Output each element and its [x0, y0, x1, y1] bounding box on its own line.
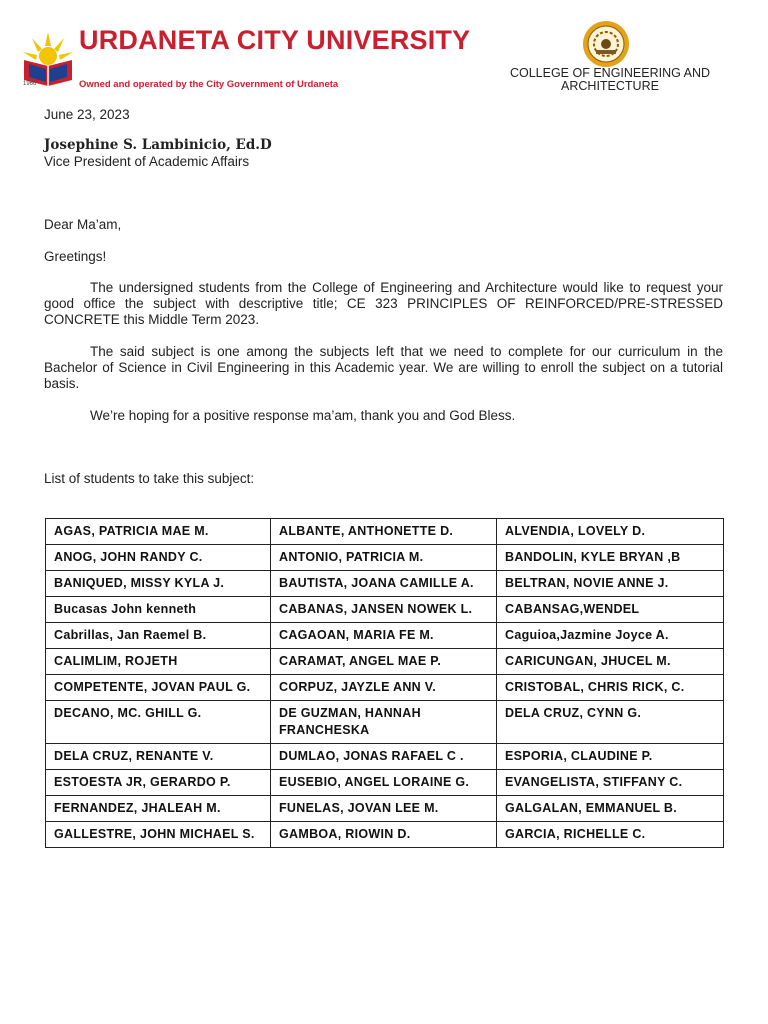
student-cell: CAGAOAN, MARIA FE M.	[271, 623, 497, 649]
university-name	[79, 25, 471, 55]
student-cell: EVANGELISTA, STIFFANY C.	[497, 770, 724, 796]
founded-year: 1966	[23, 81, 37, 87]
student-cell: DELA CRUZ, RENANTE V.	[46, 744, 271, 770]
table-row	[46, 675, 724, 701]
table-row	[46, 649, 724, 675]
paragraph-reason: The said subject is one among the subjects left that we need to complete for our curriculum in the Bachelor of Science in Civil Engineering in this Academic year. We are willing to enroll the subject on a tutorial basis.	[44, 344, 723, 391]
student-cell: DECANO, MC. GHILL G.	[46, 701, 271, 744]
student-cell: Cabrillas, Jan Raemel B.	[46, 623, 271, 649]
paragraph-closing: We’re hoping for a positive response ma’am, thank you and God Bless.	[90, 408, 516, 423]
student-cell: BANDOLIN, KYLE BRYAN ,B	[497, 545, 724, 571]
student-cell: Caguioa,Jazmine Joyce A.	[497, 623, 724, 649]
student-cell: BELTRAN, NOVIE ANNE J.	[497, 571, 724, 597]
student-cell: BAUTISTA, JOANA CAMILLE A.	[271, 571, 497, 597]
student-cell: COMPETENTE, JOVAN PAUL G.	[46, 675, 271, 701]
student-cell: ESTOESTA JR, GERARDO P.	[46, 770, 271, 796]
greeting: Greetings!	[44, 249, 107, 264]
student-cell: ESPORIA, CLAUDINE P.	[497, 744, 724, 770]
table-row	[46, 623, 724, 649]
student-cell: ANOG, JOHN RANDY C.	[46, 545, 271, 571]
student-cell: FERNANDEZ, JHALEAH M.	[46, 796, 271, 822]
student-cell: GARCIA, RICHELLE C.	[497, 822, 724, 848]
table-row	[46, 519, 724, 545]
student-cell: CABANAS, JANSEN NOWEK L.	[271, 597, 497, 623]
student-cell: FUNELAS, JOVAN LEE M.	[271, 796, 497, 822]
student-cell: ALVENDIA, LOVELY D.	[497, 519, 724, 545]
table-row	[46, 744, 724, 770]
student-cell: ALBANTE, ANTHONETTE D.	[271, 519, 497, 545]
student-cell: AGAS, PATRICIA MAE M.	[46, 519, 271, 545]
student-cell: Bucasas John kenneth	[46, 597, 271, 623]
recipient-name: Josephine S. Lambinicio, Ed.D	[44, 137, 272, 153]
table-row	[46, 822, 724, 848]
student-cell: CARICUNGAN, JHUCEL M.	[497, 649, 724, 675]
university-tagline: Owned and operated by the City Government of Urdaneta	[79, 79, 339, 90]
student-cell: CABANSAG,WENDEL	[497, 597, 724, 623]
university-name-text: URDANETA CITY UNIVERSITY	[79, 25, 471, 55]
student-cell: DE GUZMAN, HANNAH FRANCHESKA	[271, 701, 497, 744]
table-row	[46, 571, 724, 597]
table-row	[46, 597, 724, 623]
student-cell: ANTONIO, PATRICIA M.	[271, 545, 497, 571]
student-cell: CORPUZ, JAYZLE ANN V.	[271, 675, 497, 701]
student-cell: DUMLAO, JONAS RAFAEL C .	[271, 744, 497, 770]
university-emblem-icon	[20, 30, 76, 88]
student-cell: GALGALAN, EMMANUEL B.	[497, 796, 724, 822]
college-name: COLLEGE OF ENGINEERING AND ARCHITECTURE	[509, 66, 711, 93]
student-cell: DELA CRUZ, CYNN G.	[497, 701, 724, 744]
salutation: Dear Ma’am,	[44, 217, 122, 232]
student-table	[45, 518, 724, 848]
student-cell: GAMBOA, RIOWIN D.	[271, 822, 497, 848]
student-cell: CALIMLIM, ROJETH	[46, 649, 271, 675]
table-row	[46, 701, 724, 744]
letter-date: June 23, 2023	[44, 107, 130, 122]
table-row	[46, 545, 724, 571]
student-cell: CRISTOBAL, CHRIS RICK, C.	[497, 675, 724, 701]
table-row	[46, 770, 724, 796]
student-cell: EUSEBIO, ANGEL LORAINE G.	[271, 770, 497, 796]
recipient-position: Vice President of Academic Affairs	[44, 154, 250, 169]
table-row	[46, 796, 724, 822]
university-logo	[20, 25, 471, 90]
student-cell: BANIQUED, MISSY KYLA J.	[46, 571, 271, 597]
student-cell: CARAMAT, ANGEL MAE P.	[271, 649, 497, 675]
college-seal-icon	[580, 20, 632, 68]
paragraph-request: The undersigned students from the College of Engineering and Architecture would like to request your good office the subject with descriptive title; CE 323 PRINCIPLES OF REINFORCED/PRE-STRESSED CONCRETE this Middle Term 2023.	[44, 280, 723, 327]
student-list-heading: List of students to take this subject:	[44, 471, 255, 486]
student-cell: GALLESTRE, JOHN MICHAEL S.	[46, 822, 271, 848]
